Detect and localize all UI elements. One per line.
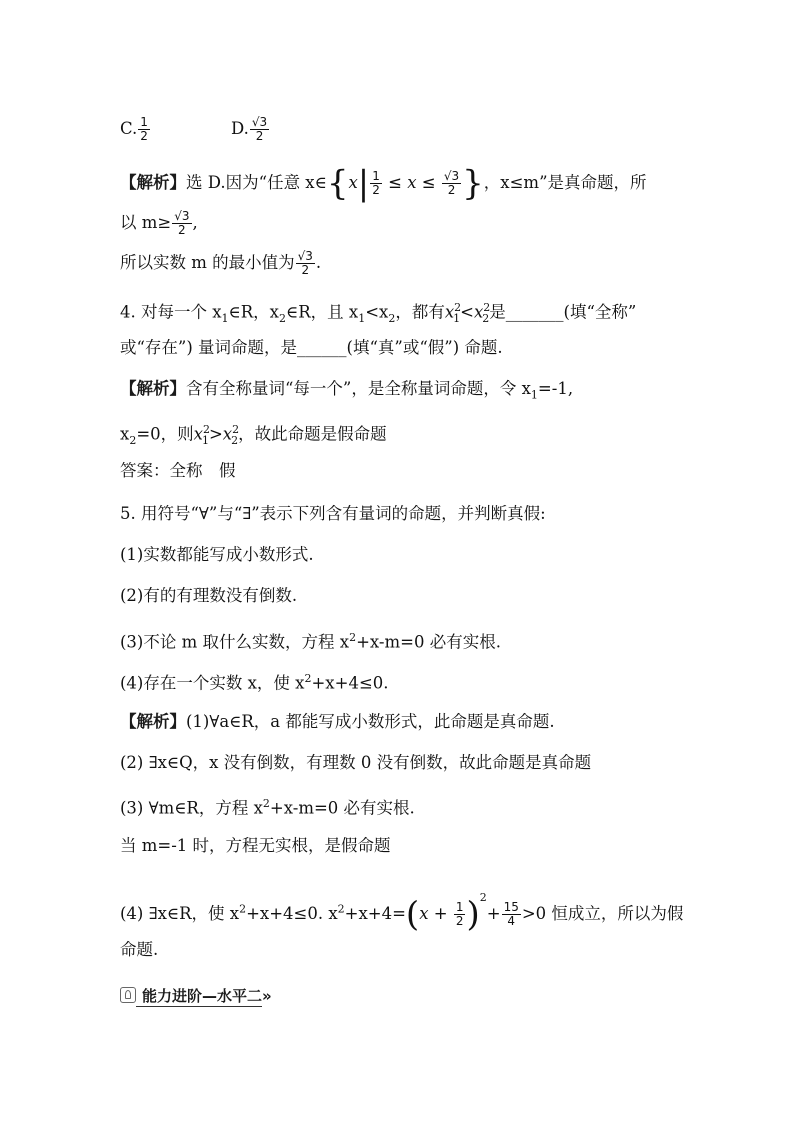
question-5-part3: (3)不论 m 取什么实数，方程 $x^2+x-m=0$ 必有实根. [120,631,501,652]
section-label: 能力进阶—水平二» [142,986,272,1005]
analysis5-line6: 命题. [120,940,159,959]
question-5-title: 5. 用符号“∀”与“∃”表示下列含有量词的命题，并判断真假: [120,504,546,523]
close-paren: ) [466,894,480,935]
set-bar: | [357,163,370,204]
option-d: D. $\frac{√3}{2}$ [231,115,268,143]
analysis3-line2: 以 m≥ $\frac{√3}{2}$ , [120,209,198,237]
analysis5-line2: (2) ∃x∈Q，x 没有倒数，有理数 0 没有倒数，故此命题是真命题 [120,753,592,772]
section-underline [136,1006,262,1007]
section-footer [120,984,272,1006]
question-5-part2: (2)有的有理数没有倒数. [120,586,298,605]
lightbulb-icon [120,987,136,1003]
set-open-brace: { [326,163,349,204]
analysis5-line5: (4) ∃x∈R，使 $x^2+x+4\le 0$. $x^2+x+4=(x$ + $\frac{1}{2}$ )$^2$+ $\frac{15}{4}$ >0 恒成立，所以为假 [120,891,684,935]
analysis5-line1: 【解析】(1)∀a∈R，a 都能写成小数形式，此命题是真命题. [120,712,555,731]
open-paren: ( [405,894,420,935]
analysis3-line1: 【解析】选 D.因为“任意 x∈{x| $\frac{1}{2}$ ≤ x ≤ $\frac{√3}{2}$ }，x≤m”是真命题，所 [120,163,647,204]
option-c: C. $\frac{1}{2}$ [120,115,148,143]
fraction-one-half: $\frac{1}{2}$ [140,115,148,143]
question-4-line2: 或“存在”) 量词命题，是______(填“真”或“假”) 命题. [120,338,503,357]
analysis5-line3: (3) ∀m∈R，方程 $x^2+x-m=0$ 必有实根. [120,797,415,818]
fraction-sqrt3-over-2: $\frac{√3}{2}$ [251,115,268,143]
analysis3-line3: 所以实数 m 的最小值为 $\frac{√3}{2}$ . [120,249,322,277]
answer-line: 答案：全称 假 [120,461,236,480]
analysis4-line1: 【解析】含有全称量词“每一个”，是全称量词命题，令 $x_1=-1$, [120,379,574,402]
question-5-part4: (4)存在一个实数 x，使 $x^2+x+4\le 0$. [120,672,389,693]
analysis5-line4: 当 m=-1 时，方程无实根，是假命题 [120,836,391,855]
set-close-brace: } [462,163,484,204]
question-4-line1: 4. 对每一个 $x_1\in R$，$x_2\in R$，且 $x_1<x_2$，都有$x^2_1<x^2_2$是_______(填“全称” [120,301,637,325]
analysis4-line2: $x_2=0$，则$x^2_1>x^2_2$，故此命题是假命题 [120,423,387,447]
question-5-part1: (1)实数都能写成小数形式. [120,545,314,564]
analysis-tag: 【解析】 [120,173,186,192]
